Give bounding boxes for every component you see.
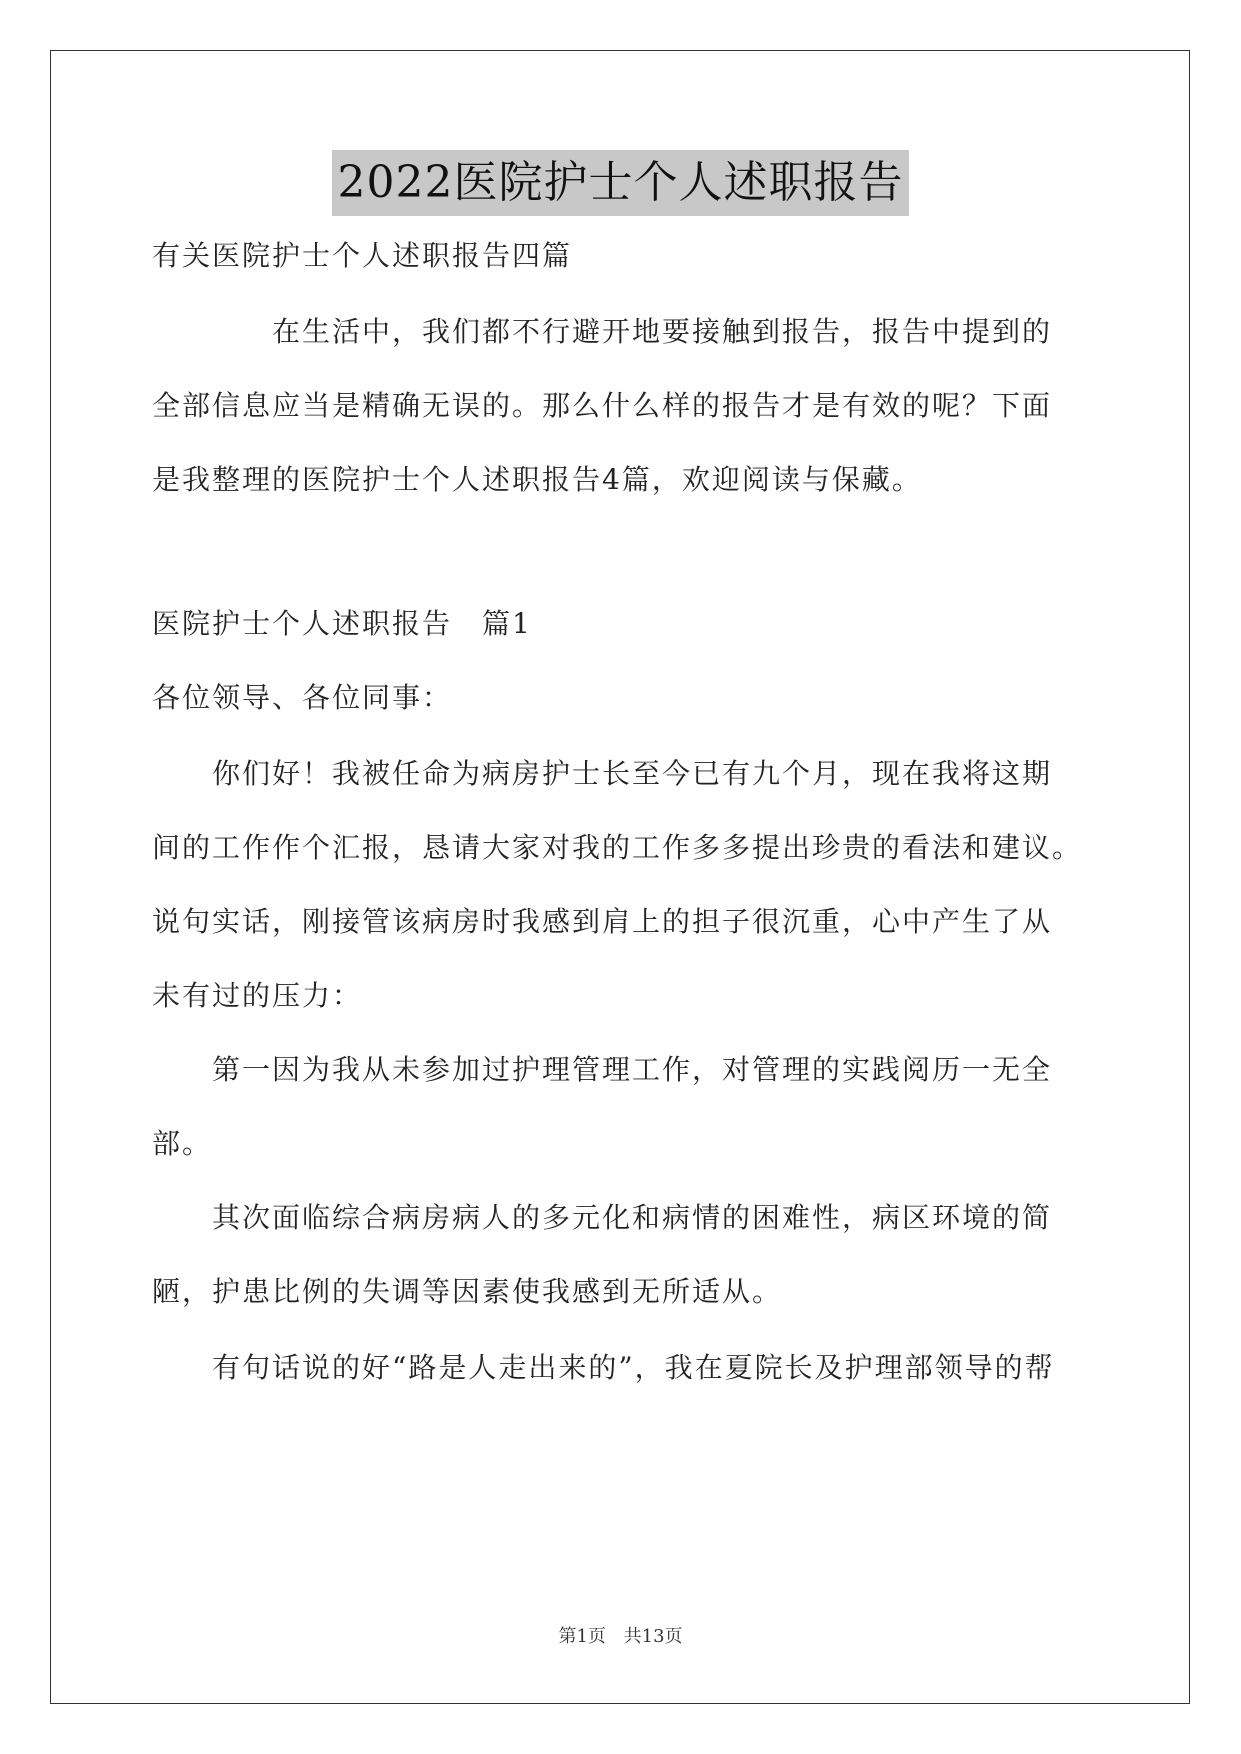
body-line: 间的工作作个汇报，恳请大家对我的工作多多提出珍贵的看法和建议。	[152, 831, 1083, 864]
intro-line: 是我整理的医院护士个人述职报告4篇，欢迎阅读与保藏。	[152, 463, 922, 496]
body-line: 未有过的压力：	[152, 979, 363, 1012]
document-subtitle: 有关医院护士个人述职报告四篇	[152, 239, 573, 272]
document-title: 2022医院护士个人述职报告	[332, 150, 910, 216]
intro-line: 在生活中，我们都不行避开地要接触到报告，报告中提到的	[152, 315, 1053, 348]
salutation: 各位领导、各位同事：	[152, 681, 453, 714]
title-container	[0, 150, 1241, 216]
total-pages: 共13页	[623, 1626, 683, 1647]
body-line: 第一因为我从未参加过护理管理工作，对管理的实践阅历一无全	[152, 1053, 1053, 1086]
page-footer	[0, 1622, 1241, 1648]
intro-line: 全部信息应当是精确无误的。那么什么样的报告才是有效的呢？下面	[152, 389, 1053, 422]
section-heading: 医院护士个人述职报告 篇1	[152, 607, 532, 640]
body-line: 陋，护患比例的失调等因素使我感到无所适从。	[152, 1275, 783, 1308]
body-line: 你们好！我被任命为病房护士长至今已有九个月，现在我将这期	[152, 757, 1053, 790]
page-border	[50, 50, 1190, 1704]
page-number: 第1页	[558, 1626, 606, 1647]
body-line: 有句话说的好“路是人走出来的”，我在夏院长及护理部领导的帮	[152, 1351, 1055, 1384]
body-line: 说句实话，刚接管该病房时我感到肩上的担子很沉重，心中产生了从	[152, 905, 1053, 938]
body-line: 其次面临综合病房病人的多元化和病情的困难性，病区环境的简	[152, 1201, 1053, 1234]
body-line: 部。	[152, 1127, 213, 1160]
